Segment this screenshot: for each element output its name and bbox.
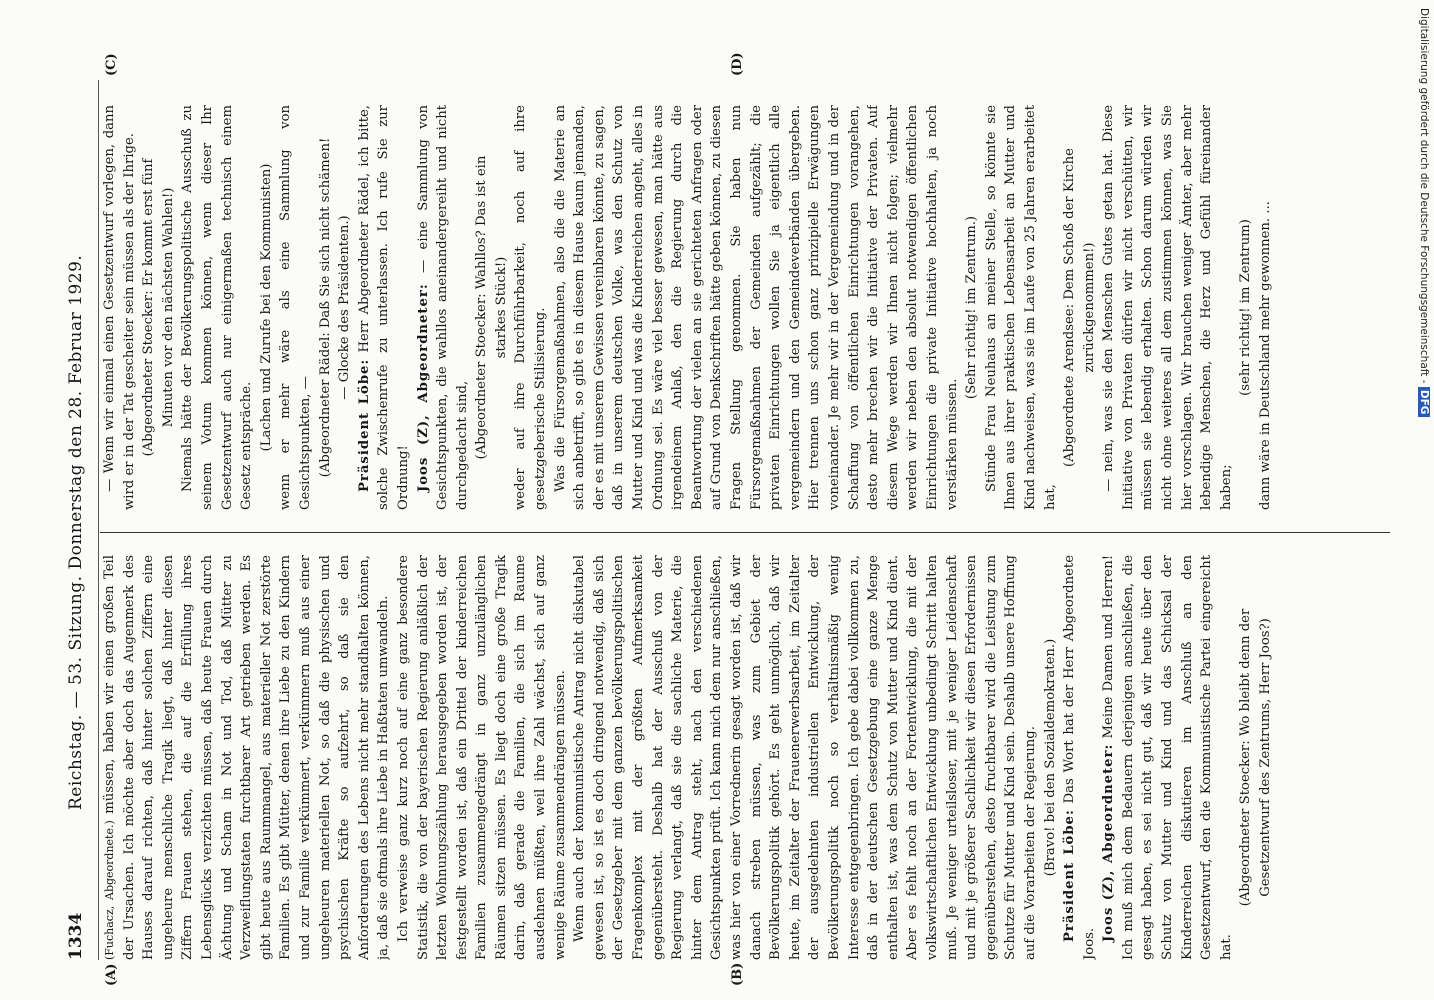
paragraph: Wenn auch der kommunistische Antrag nicht diskutabel gewesen ist, so ist es doch dringend notwendig, daß sich der Gesetzgeber mit dem ganzen bevölkerungspolitischen Fragenkomplex mit der größten Aufmerksamkeit gegenübersteht. Deshalb hat der Ausschuß von der Regierung verlangt, daß sie die sachliche Materie, die hinter dem Antrag steht, nach den verschiedenen Gesichtspunkten prüft. Ich kann mich dem nur anschließen, was hier von einer Vorrednerin gesagt worden ist, daß wir danach streben müssen, was zum Gebiet der Bevölkerungspolitik gehört. Es geht unmöglich, daß wir heute, im Zeitalter der Frauenerwerbsarbeit, im Zeitalter der ausgedehnten industriellen Entwicklung, der Bevölkerungspolitik noch so verhältnismäßig wenig Interesse entgegenbringen. Ich gebe dabei vollkommen zu, daß in der deutschen Gesetzgebung eine ganze Menge enthalten ist, was dem Schutz von Mutter und Kind dient. Aber es fehlt noch an der Fortentwicklung, die mit der volkswirtschaftlichen Entwicklung unbedingt Schritt halten muß. Je weniger urteilsloser, mit je weniger Leidenschaft und mit je größerer Sachlichkeit wir diesen Erfordernissen gegenüberstehen, desto fruchtbarer wird die Leistung zum Schutze für Mutter und Kind sein. Deshalb unsere Hoffnung auf die Vorarbeiten der Regierung. <box>572 555 1038 960</box>
credit-text: Digitalisierung gefördert durch die Deutsche Forschungsgemeinschaft - <box>1418 8 1430 384</box>
paragraph: Ich verweise ganz kurz noch auf eine ganz besondere Statistik, die von der bayerischen Regierung anläßlich der letzten Wohnungszählung herausgegeben worden ist, der festgestellt worden ist, daß ein Drittel der kinderreichen Familien zusammengedrängt in ganz unzulänglichen Räumen sitzen müssen. Es liegt doch eine große Tragik darin, daß gerade die Familien, die sich im Raume ausdehnen müßten, weil ihre Zahl wächst, sich auf ganz wenige Räume zusammendrängen müssen. <box>395 555 568 960</box>
left-column <box>100 555 1395 960</box>
interjection: (Abgeordneter Stoecker: Er kommt erst fünf Minuten vor den nächsten Wahlen!) <box>141 158 176 457</box>
speaker-ref: (Fuchacz, Abgeordnete.) <box>103 820 116 960</box>
margin-mark-d: (D) <box>730 52 745 76</box>
interjection: (Abgeordnete Arendsee: Dem Schoß der Kirche zurückgenommen!) <box>1062 148 1097 467</box>
page-header <box>60 80 100 960</box>
page-number: 1334 <box>66 912 86 960</box>
interjection: (Abgeordneter Rädel: Daß Sie sich nicht schämen! — Glocke des Präsidenten.) <box>317 137 353 478</box>
paragraph: — nein, was sie den Menschen Gutes getan hat. Diese Initiative von Privaten dürfen wir nicht verschütten, wir müssen sie lebendig erhalten. Schon darum würden wir nicht ohne weiteres all dem zustimmen können, was Sie hier vorschlagen. Wir brauchen weniger Ämter, aber mehr lebendige Menschen, die Herz und Gefühl füreinander haben; <box>1101 105 1234 510</box>
interjection: (Lachen und Zurufe bei den Kommunisten) <box>258 163 274 452</box>
column-divider <box>100 532 1390 533</box>
margin-mark-a: (A) <box>104 963 119 986</box>
paragraph: wenn er mehr wäre als eine Sammlung von Gesichtspunkten, — <box>278 105 313 510</box>
paragraph: dann wäre in Deutschland mehr gewonnen. ... <box>1258 201 1274 510</box>
interjection: (Abgeordneter Stoecker: Wo bleibt denn der Gesetzentwurf des Zentrums, Herr Joos?) <box>1238 608 1274 907</box>
speaker-name: Präsident Löbe: <box>1062 809 1078 942</box>
speaker-name: Joos (Z), Abgeordneter: <box>1101 743 1117 942</box>
interjection: (Abgeordneter Stoecker: Wahllos? Das ist ein starkes Stück!) <box>474 155 509 460</box>
paragraph: Niemals hätte der Bevölkerungspolitische Ausschuß zu seinem Votum kommen können, wenn dieser Ihr Gesetzentwurf auch nur einigermaßen technisch einem Gesetz entspräche. <box>180 105 255 510</box>
paragraph: Was die Fürsorgemaßnahmen, also die die Materie an sich anbetrifft, so gibt es in diesem Hause kaum jemanden, der es mit unserem Gewissen vereinbaren könnte, zu sagen, daß in unserem deutschen Volke, was den Schutz von Mutter und Kind und was die Kinderreichen angeht, alles in Ordnung sei. Es wäre viel besser gewesen, man hätte aus irgendeinem Anlaß, den die Regierung durch die Beantwortung der vielen an sie gerichteten Anfragen oder auf Grund von Denkschriften hätte geben können, zu diesen Fragen Stellung genommen. Sie haben nun Fürsorgemaßnahmen der Gemeinden aufgezählt; die privaten Einrichtungen wollen Sie ja eigentlich alle vergemeindern und den Gemeindeverbänden übergeben. Hier trennen uns schon ganz prinzipielle Erwägungen voneinander. Je mehr wir in der Vergemeindung und in der Schaffung von öffentlichen Einrichtungen vorangehen, desto mehr brechen wir die Initiative der Privaten. Auf diesem Wege werden wir Ihnen nicht folgen; vielmehr werden wir neben den absolut notwendigen öffentlichen Einrichtungen die private Initiative hochhalten, ja noch verstärken müssen. <box>552 105 960 510</box>
printed-sheet <box>60 52 1400 986</box>
header-rule <box>98 80 99 960</box>
interjection: (Sehr richtig! im Zentrum.) <box>964 215 980 400</box>
paragraph <box>414 105 473 510</box>
paragraph-text: — eine Sammlung von Gesichtspunkten, die wahllos aneinandergereiht und nicht durchgedacht sind, <box>415 105 470 510</box>
dfg-logo: DFG <box>1418 387 1430 418</box>
margin-mark-c: (C) <box>104 53 119 76</box>
interjection: (sehr richtig! im Zentrum) <box>1238 219 1254 396</box>
paragraph <box>100 555 394 960</box>
interjection: (Bravo! bei den Sozialdemokraten.) <box>1042 638 1058 877</box>
credit-text-wrapper <box>1410 8 1430 988</box>
paragraph-text: Das Wort hat der Herr Abgeordnete Joos. <box>1062 555 1097 960</box>
margin-mark-b: (B) <box>730 962 745 986</box>
paragraph: weder auf ihre Durchführbarkeit, noch auf ihre gesetzgeberische Stilisierung. <box>513 105 549 510</box>
right-column <box>100 105 1395 510</box>
paragraph: — Wenn wir einmal einen Gesetzentwurf vorlegen, dann wird er in der Tat gescheiter sein müssen als der Ihrige. <box>102 105 137 510</box>
paragraph <box>1060 555 1099 960</box>
paragraph <box>1099 555 1236 960</box>
paragraph: Stünde Frau Neuhaus an meiner Stelle, so könnte sie Ihnen aus ihrer praktischen Lebensarbeit an Mutter und Kind nachweisen, was sie im Laufe von 25 Jahren erarbeitet hat, <box>983 105 1058 510</box>
paragraph-text: Meine Damen und Herren! Ich muß mich dem Bedauern derjenigen anschließen, die gesagt haben, es sei nicht gut, daß wir heute über den Schutz von Mutter und Kind und das Schicksal der Kinderreichen diskutieren im Anschluß an den Gesetzentwurf, den die Kommunistische Partei eingereicht hat. <box>1101 555 1234 960</box>
paragraph-text: müssen, haben wir einen großen Teil der Ursachen. Ich möchte aber doch das Augenmerk des Hauses darauf richten, daß hinter solchen Ziffern eine ungeheure menschliche Tragik liegt, daß hinter diesen Ziffern Frauen stehen, die auf die Erfüllung ihres Lebensglücks verzichten müssen, daß heute Frauen durch Ächtung und Scham in Not und Tod, daß Mütter zu Verzweiflungstaten furchtbarer Art getrieben werden. Es gibt heute aus Raummangel, aus materieller Not zerstörte Familien. Es gibt Mütter, denen ihre Liebe zu den Kindern und zur Familie verkümmert, verkümmern muß aus einer ungeheuren materiellen Not, so daß die physischen und psychischen Kräfte so aufzehrt, so daß sie den Anforderungen des Lebens nicht mehr standhalten können, ja, daß sie oftmals ihre Liebe in Haßtaten umwandeln. <box>102 555 392 960</box>
paragraph-text: Herr Abgeordneter Rädel, ich bitte, solche Zwischenrufe zu unterlassen. Ich rufe Sie zur Ordnung! <box>356 105 411 510</box>
running-title: Reichstag. — 53. Sitzung. Donnerstag den 28. Februar 1929. <box>66 254 86 810</box>
digitization-credit <box>1410 8 1430 988</box>
paragraph <box>355 105 414 510</box>
speaker-name: Joos (Z), Abgeordneter: <box>415 283 431 492</box>
speaker-name: Präsident Löbe: <box>356 358 372 492</box>
